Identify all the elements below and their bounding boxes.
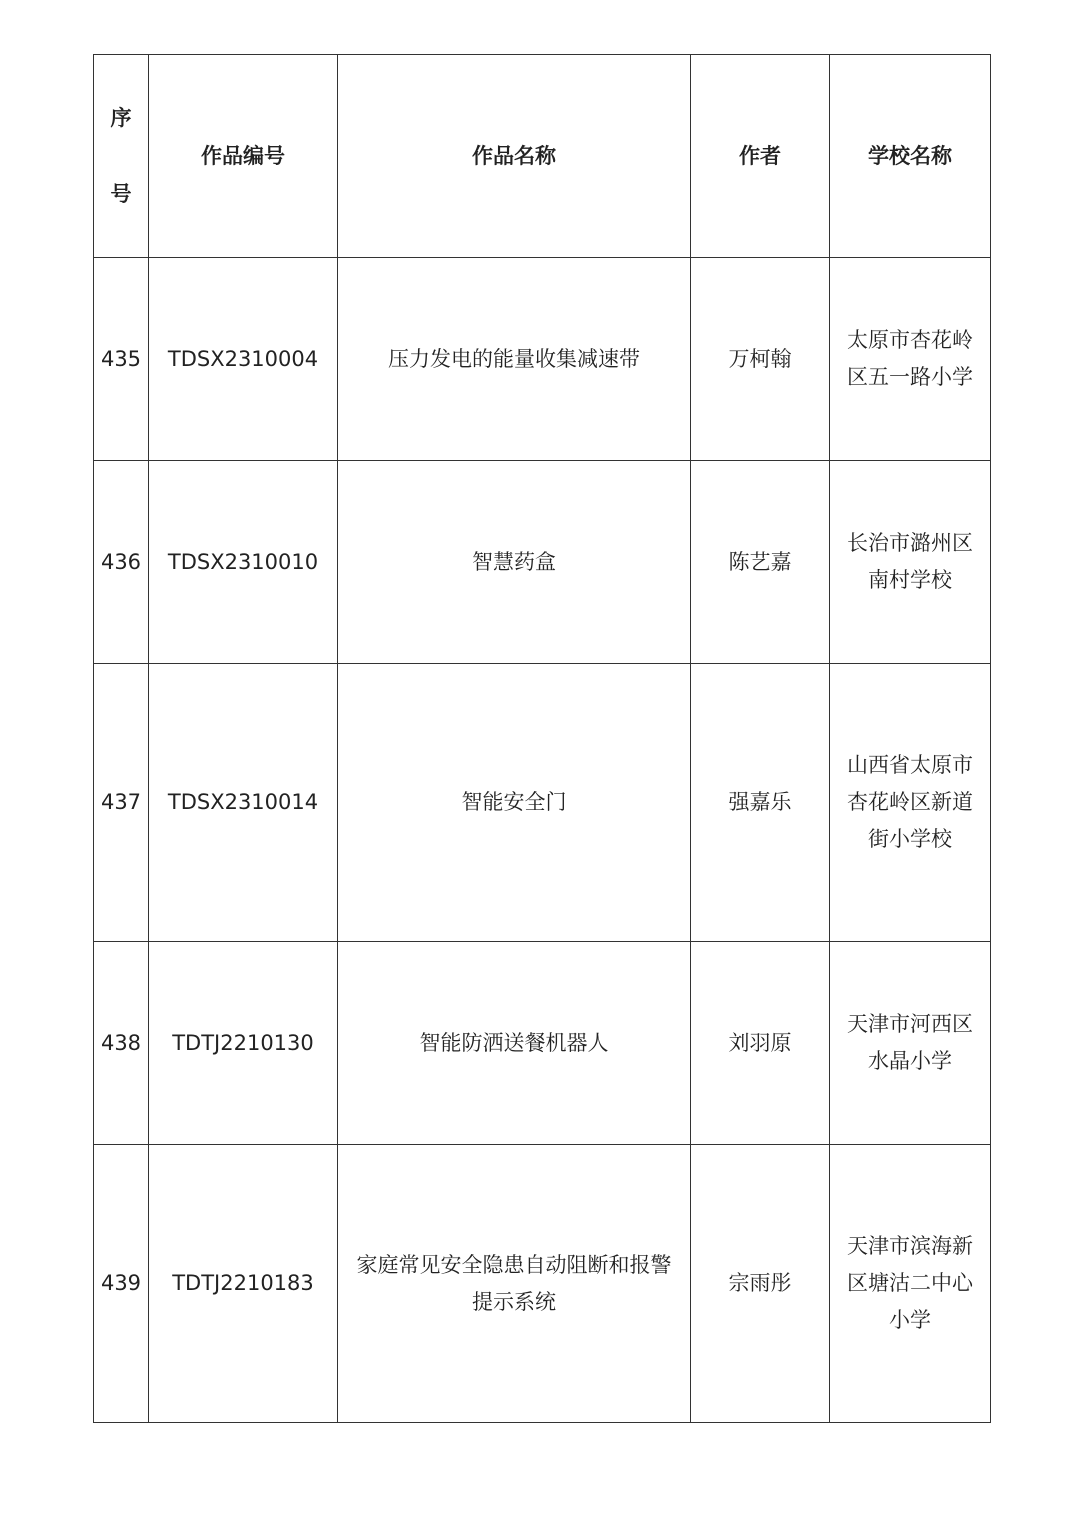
cell-school: 天津市滨海新 区塘沽二中心 小学: [830, 1145, 991, 1423]
cell-seq: 435: [94, 258, 149, 461]
cell-code: TDSX2310014: [149, 664, 338, 942]
cell-seq: 437: [94, 664, 149, 942]
cell-author: 强嘉乐: [691, 664, 830, 942]
header-author: 作者: [691, 55, 830, 258]
cell-seq: 436: [94, 461, 149, 664]
header-school: 学校名称: [830, 55, 991, 258]
header-seq: 序 号: [94, 55, 149, 258]
cell-author: 陈艺嘉: [691, 461, 830, 664]
header-name: 作品名称: [338, 55, 691, 258]
table-row: [94, 461, 991, 664]
cell-seq: 439: [94, 1145, 149, 1423]
cell-code: TDSX2310004: [149, 258, 338, 461]
cell-name: 智能防洒送餐机器人: [338, 942, 691, 1145]
table-row: [94, 942, 991, 1145]
cell-name: 智能安全门: [338, 664, 691, 942]
cell-code: TDSX2310010: [149, 461, 338, 664]
table-header-row: [94, 55, 991, 258]
cell-code: TDTJ2210130: [149, 942, 338, 1145]
cell-author: 刘羽原: [691, 942, 830, 1145]
cell-name: 家庭常见安全隐患自动阻断和报警 提示系统: [338, 1145, 691, 1423]
cell-author: 宗雨彤: [691, 1145, 830, 1423]
cell-school: 长治市潞州区 南村学校: [830, 461, 991, 664]
cell-seq: 438: [94, 942, 149, 1145]
table-row: [94, 258, 991, 461]
cell-school: 天津市河西区 水晶小学: [830, 942, 991, 1145]
awards-table: [93, 54, 991, 1423]
cell-school: 山西省太原市 杏花岭区新道 街小学校: [830, 664, 991, 942]
cell-name: 智慧药盒: [338, 461, 691, 664]
cell-school: 太原市杏花岭 区五一路小学: [830, 258, 991, 461]
cell-code: TDTJ2210183: [149, 1145, 338, 1423]
table-row: [94, 664, 991, 942]
cell-name: 压力发电的能量收集减速带: [338, 258, 691, 461]
cell-author: 万柯翰: [691, 258, 830, 461]
table-row: [94, 1145, 991, 1423]
header-code: 作品编号: [149, 55, 338, 258]
